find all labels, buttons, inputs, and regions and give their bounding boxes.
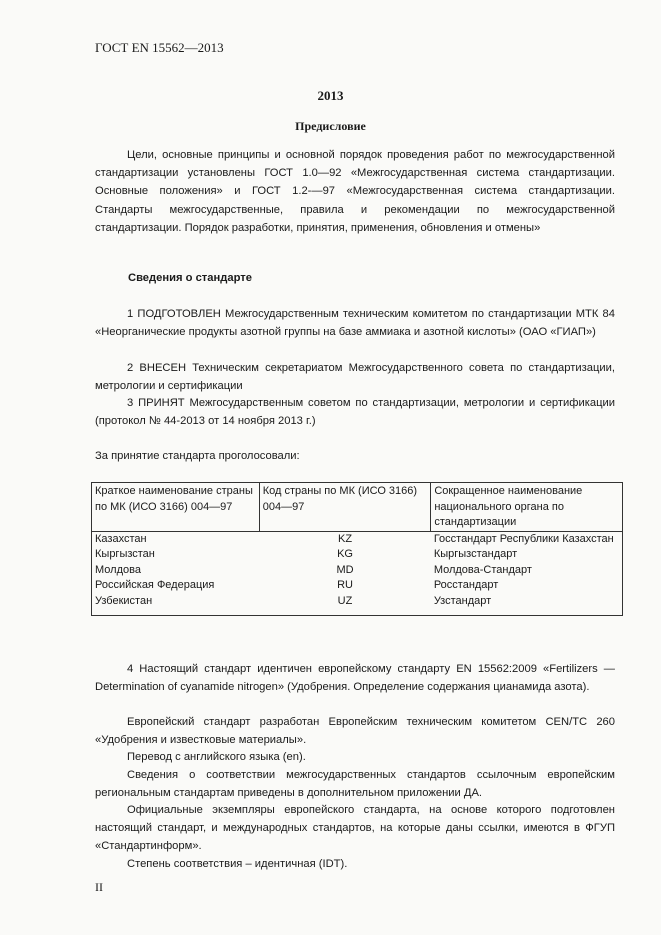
body-cell: Росстандарт xyxy=(433,579,499,591)
country-cell: Казахстан xyxy=(95,532,147,545)
item-2-introduced: 2 ВНЕСЕН Техническим секретариатом Межгосударственного совета по стандартизации, метрологии и сертификации xyxy=(95,362,615,393)
column-header-country: Краткое наименование страны по МК (ИСО 3166) 004—97 xyxy=(92,483,260,532)
country-cell: Молдова xyxy=(95,563,141,576)
item-4-identical: 4 Настоящий стандарт идентичен европейскому стандарту EN 15562:2009 «Fertilizers — Determination of cyanamide nitrogen» (Удобрения. Определение содержания цианамида азота). xyxy=(95,663,615,694)
body-cell: Госстандарт Республики Казахстан xyxy=(433,532,614,545)
code-cell: KG xyxy=(337,548,353,560)
voted-label: За принятие стандарта проголосовали: xyxy=(95,450,300,462)
code-cell: KZ xyxy=(337,532,353,545)
code-cell: UZ xyxy=(337,594,353,607)
column-header-body: Сокращенное наименование национального органа по стандартизации xyxy=(431,483,623,532)
body-cell: Кыргызстандарт xyxy=(433,548,518,560)
page-title: Предисловие xyxy=(295,119,366,133)
section-heading: Сведения о стандарте xyxy=(128,272,252,284)
item-1-prepared: 1 ПОДГОТОВЛЕН Межгосударственным техническим комитетом по стандартизации МТК 84 «Неорганические продукты азотной группы на базе аммиака и азотной кислоты» (ОАО «ГИАП») xyxy=(95,308,615,339)
code-cell: RU xyxy=(337,579,353,591)
code-cell: MD xyxy=(336,563,354,576)
developed-paragraph: Европейский стандарт разработан Европейским техническим комитетом CEN/TC 260 «Удобрения и известковые материалы». xyxy=(95,716,615,747)
table-row xyxy=(92,594,623,616)
year-heading: 2013 xyxy=(317,88,344,103)
conformity-paragraph: Сведения о соответствии межгосударственных стандартов ссылочным европейским региональным стандартам приведены в дополнительном приложении ДА. xyxy=(95,769,615,800)
country-cell: Узбекистан xyxy=(95,594,153,607)
official-copies-paragraph: Официальные экземпляры европейского стандарта, на основе которого подготовлен настоящий стандарт, и международных стандартов, на которые даны ссылки, имеются в ФГУП «Стандартинформ». xyxy=(95,804,615,853)
page-number: II xyxy=(95,880,103,894)
degree-paragraph: Степень соответствия – идентичная (IDT). xyxy=(127,858,348,870)
country-cell: Российская Федерация xyxy=(95,579,215,591)
country-cell: Кыргызстан xyxy=(95,548,155,560)
table-row xyxy=(92,563,623,579)
intro-paragraph: Цели, основные принципы и основной порядок проведения работ по межгосударственной стандартизации установлены ГОСТ 1.0—92 «Межгосударственная система стандартизации. Основные положения» и ГОСТ 1.2-—97 «Межгосударственная система стандартизации. Стандарты межгосударственные, правила и рекомендации по межгосударственной стандартизации. Порядок разработки, принятия, применения, обновления и отмены» xyxy=(95,149,615,234)
table-row xyxy=(92,547,623,563)
item-3-adopted: 3 ПРИНЯТ Межгосударственным советом по стандартизации, метрологии и сертификации (протокол № 44-2013 от 14 ноября 2013 г.) xyxy=(95,397,615,428)
table-row xyxy=(92,578,623,594)
body-cell: Узстандарт xyxy=(433,594,492,607)
voting-table xyxy=(91,482,623,616)
translation-paragraph: Перевод с английского языка (en). xyxy=(127,751,306,763)
table-header-row xyxy=(92,483,623,532)
document-header: ГОСТ EN 15562—2013 xyxy=(95,40,224,55)
body-cell: Молдова-Стандарт xyxy=(433,563,532,576)
table-row xyxy=(92,531,623,547)
column-header-code: Код страны по МК (ИСО 3166) 004—97 xyxy=(259,483,431,532)
